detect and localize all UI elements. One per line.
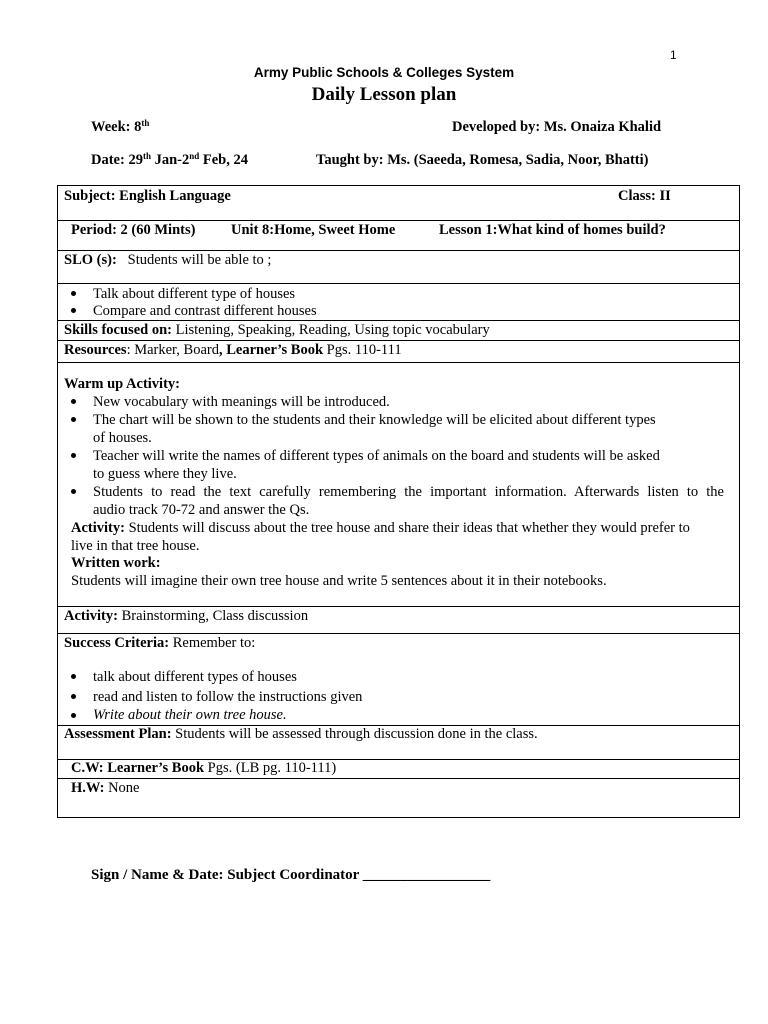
success-item: Write about their own tree house. <box>93 707 287 723</box>
row-divider <box>58 778 739 779</box>
warmup-item-continued: of houses. <box>93 430 152 446</box>
skills-label: Skills focused on: <box>64 322 172 338</box>
activity2-label: Activity: <box>64 608 118 624</box>
activity-line <box>71 519 690 537</box>
success-text: Remember to: <box>169 635 256 651</box>
success-item: read and listen to follow the instructions given <box>93 689 363 705</box>
warmup-label: Warm up Activity: <box>64 376 180 392</box>
skills-focused <box>64 321 490 339</box>
success-criteria <box>64 634 255 652</box>
page-number: 1 <box>670 48 677 62</box>
developed-by: Developed by: Ms. Onaiza Khalid <box>452 119 662 135</box>
success-item: talk about different types of houses <box>93 669 297 685</box>
date-end: Feb, 24 <box>199 152 248 168</box>
activity2-text: Brainstorming, Class discussion <box>117 608 309 624</box>
coordinator-sign-line: Sign / Name & Date: Subject Coordinator _________________ <box>91 867 491 883</box>
resources-text: : Marker, Board <box>126 342 219 358</box>
bullet-icon <box>71 694 76 699</box>
date-sup-2: nd <box>189 151 200 161</box>
row-divider <box>58 362 739 363</box>
activity-line-continued: live in that tree house. <box>71 538 200 554</box>
resources-label: Resources <box>64 342 127 358</box>
unit: Unit 8:Home, Sweet Home <box>231 222 396 238</box>
cw-text: Pgs. (LB pg. 110-111) <box>204 760 337 776</box>
cw-label: C.W: Learner’s Book <box>71 760 205 776</box>
date-sup-1: th <box>142 151 151 161</box>
resources-pages: Pgs. 110-111 <box>323 342 402 358</box>
homework <box>71 779 139 797</box>
taught-by: Taught by: Ms. (Saeeda, Romesa, Sadia, Noor, Bhatti) <box>316 152 649 168</box>
written-work-text: Students will imagine their own tree house and write 5 sentences about it in their notebooks. <box>71 573 607 589</box>
assessment-text: Students will be assessed through discussion done in the class. <box>171 726 538 742</box>
bullet-icon <box>71 713 76 718</box>
assessment-plan <box>64 725 538 743</box>
classwork <box>71 759 336 777</box>
slo-label: SLO (s): <box>64 252 117 268</box>
lesson: Lesson 1:What kind of homes build? <box>439 222 666 238</box>
bullet-icon <box>71 417 76 422</box>
warmup-item: Teacher will write the names of different types of animals on the board and students will be asked <box>93 448 660 464</box>
date-label: Date: 29 <box>91 152 143 168</box>
bullet-icon <box>71 308 76 313</box>
slo <box>64 251 271 269</box>
success-label: Success Criteria: <box>64 635 170 651</box>
warmup-item-continued: audio track 70-72 and answer the Qs. <box>93 502 310 518</box>
resources <box>64 341 402 359</box>
document-title: Daily Lesson plan <box>311 84 457 105</box>
subject: Subject: English Language <box>64 188 231 204</box>
hw-label: H.W: <box>71 780 105 796</box>
date-mid: Jan-2 <box>150 152 190 168</box>
row-divider <box>58 283 739 284</box>
period: Period: 2 (60 Mints) <box>71 222 196 238</box>
skills-text: Listening, Speaking, Reading, Using topic vocabulary <box>171 322 490 338</box>
resources-book: , Learner’s Book <box>219 342 324 358</box>
week-label: Week: 8 <box>91 119 142 135</box>
slo-text: Students will be able to ; <box>127 252 272 268</box>
bullet-icon <box>71 674 76 679</box>
warmup-item: The chart will be shown to the students and their knowledge will be elicited about different types <box>93 412 656 428</box>
hw-text: None <box>104 780 140 796</box>
bullet-icon <box>71 453 76 458</box>
warmup-item: New vocabulary with meanings will be introduced. <box>93 394 390 410</box>
slo-item: Compare and contrast different houses <box>93 303 317 319</box>
bullet-icon <box>71 291 76 296</box>
organization-name: Army Public Schools & Colleges System <box>253 65 515 80</box>
week-info <box>91 119 149 136</box>
warmup-item-continued: to guess where they live. <box>93 466 237 482</box>
activity-label: Activity: <box>71 520 125 536</box>
lesson-plan-table <box>57 185 740 818</box>
bullet-icon <box>71 399 76 404</box>
bullet-icon <box>71 489 76 494</box>
class: Class: II <box>618 188 671 204</box>
week-sup: th <box>141 118 150 128</box>
date-info <box>91 152 248 169</box>
written-work-label: Written work: <box>71 555 161 571</box>
activity-row <box>64 607 308 625</box>
assessment-label: Assessment Plan: <box>64 726 172 742</box>
warmup-item: Students to read the text carefully remembering the important information. Afterwards listen to the <box>93 484 724 500</box>
activity-text: Students will discuss about the tree house and share their ideas that whether they would prefer to <box>124 520 690 536</box>
slo-item: Talk about different type of houses <box>93 286 296 302</box>
